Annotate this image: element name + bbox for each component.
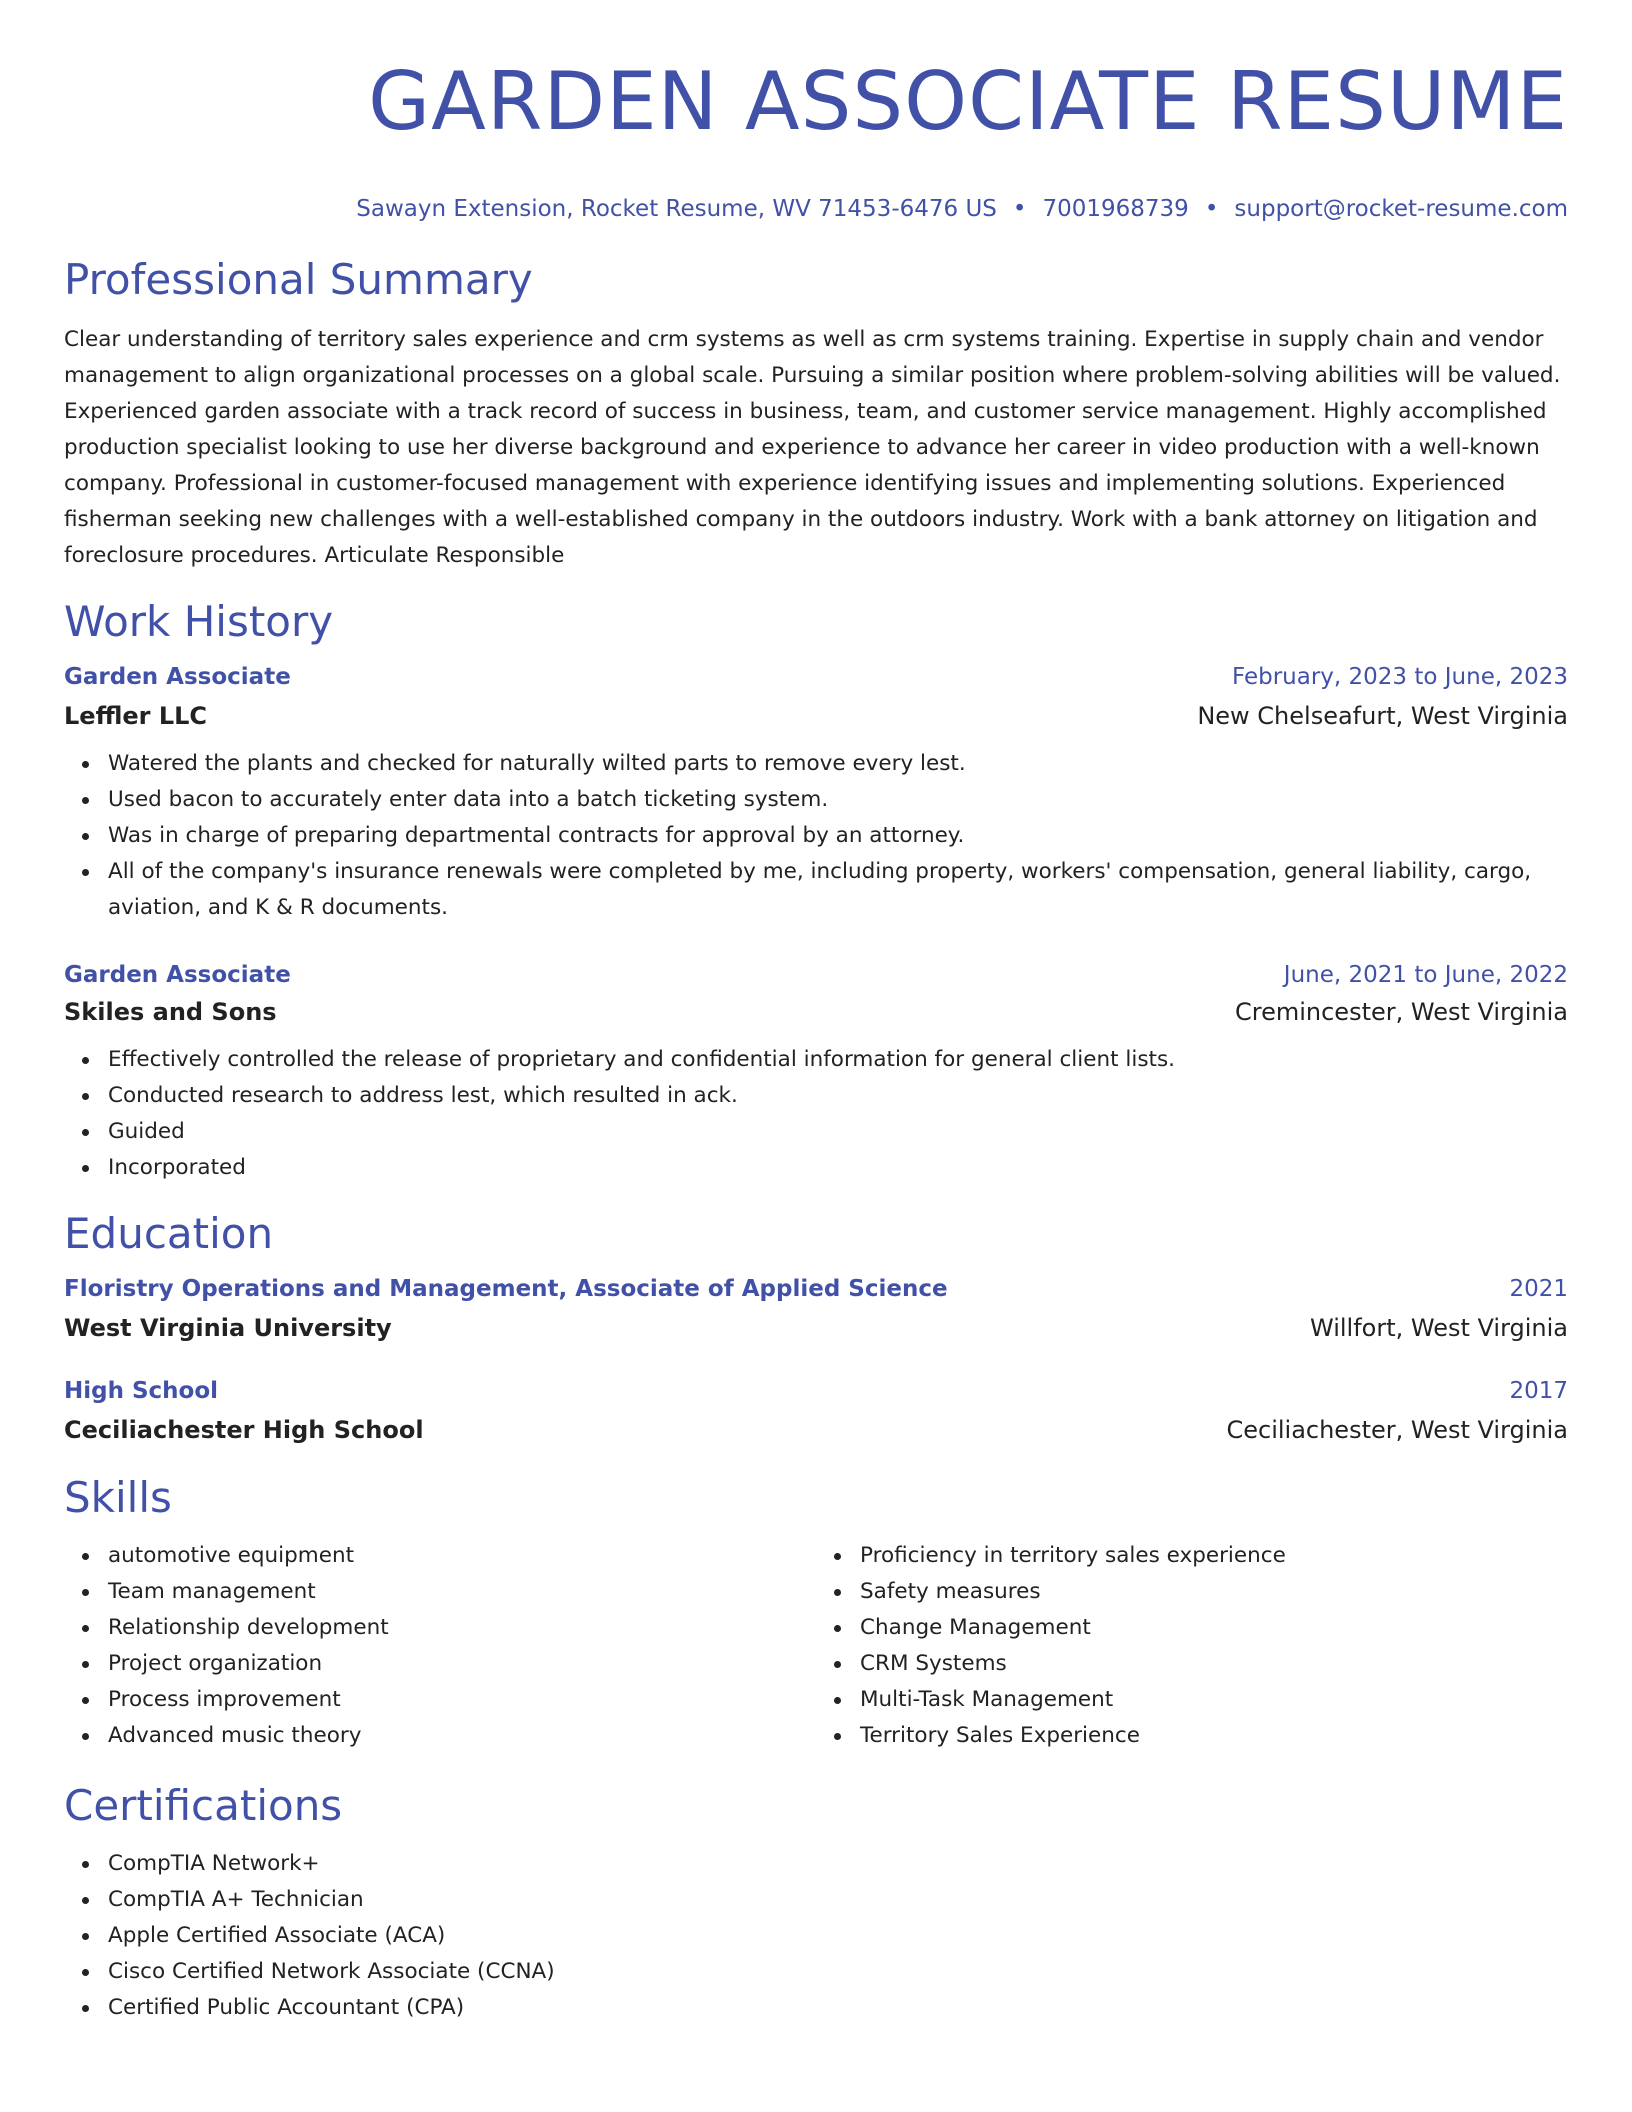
- summary-text: Clear understanding of territory sales experience and crm systems as well as crm systems training. Expertise in supply chain and vendor management to align organizational processes on a global scale. Pursuing a similar position where problem-solving abilities will be valued. Experienced garden associate with a track record of success in business, team, and customer service management. Highly accomplished production specialist looking to use her diverse background and experience to advance her career in video production with a well-known company. Professional in customer-focused management with experience identifying issues and implementing solutions. Experienced fisherman seeking new challenges with a well-established company in the outdoors industry. Work with a bank attorney on litigation and foreclosure procedures. Articulate Responsible: [64, 327, 1561, 568]
- list-item: Was in charge of preparing departmental contracts for approval by an attorney.: [108, 818, 1568, 854]
- education-school: Ceciliachester High School: [64, 1416, 424, 1444]
- work-section: [64, 596, 1568, 1186]
- skills-list-right: [816, 1538, 1568, 1754]
- contact-line: [64, 194, 1568, 224]
- list-item: Guided: [108, 1114, 1568, 1150]
- job-title-row: [64, 960, 1568, 990]
- education-entry: [64, 1274, 1568, 1344]
- education-entry: [64, 1376, 1568, 1446]
- list-item: Territory Sales Experience: [860, 1718, 1568, 1754]
- contact-separator: •: [1012, 196, 1027, 222]
- education-degree-row: [64, 1376, 1568, 1406]
- list-item: CRM Systems: [860, 1646, 1568, 1682]
- list-item: automotive equipment: [108, 1538, 816, 1574]
- list-item: Incorporated: [108, 1150, 1568, 1186]
- list-item: Watered the plants and checked for naturally wilted parts to remove every lest.: [108, 746, 1568, 782]
- list-item: Relationship development: [108, 1610, 816, 1646]
- list-item: Conducted research to address lest, which resulted in ack.: [108, 1078, 1568, 1114]
- job-entry: [64, 662, 1568, 926]
- list-item: Safety measures: [860, 1574, 1568, 1610]
- certifications-heading: Certifications: [64, 1781, 343, 1830]
- job-company: Leffler LLC: [64, 702, 208, 730]
- education-location: Willfort, West Virginia: [1310, 1314, 1568, 1342]
- list-item: Multi-Task Management: [860, 1682, 1568, 1718]
- job-location: New Chelseafurt, West Virginia: [1197, 702, 1568, 730]
- list-item: Certified Public Accountant (CPA): [108, 1990, 1568, 2026]
- education-year: 2021: [1509, 1276, 1568, 1302]
- job-title-row: [64, 662, 1568, 692]
- education-section: [64, 1208, 1568, 1446]
- contact-email[interactable]: support@rocket-resume.com: [1234, 196, 1568, 222]
- list-item: Effectively controlled the release of proprietary and confidential information for general client lists.: [108, 1042, 1568, 1078]
- education-school: West Virginia University: [64, 1314, 392, 1342]
- job-bullets: [64, 746, 1568, 926]
- job-entry: [64, 960, 1568, 1186]
- education-degree-row: [64, 1274, 1568, 1304]
- job-title: Garden Associate: [64, 664, 291, 690]
- education-year: 2017: [1509, 1378, 1568, 1404]
- list-item: Apple Certified Associate (ACA): [108, 1918, 1568, 1954]
- contact-phone[interactable]: 7001968739: [1042, 196, 1189, 222]
- skills-heading: Skills: [64, 1473, 172, 1522]
- job-title: Garden Associate: [64, 962, 291, 988]
- education-degree: Floristry Operations and Management, Associate of Applied Science: [64, 1276, 948, 1302]
- job-dates: February, 2023 to June, 2023: [1231, 664, 1568, 690]
- list-item: Used bacon to accurately enter data into a batch ticketing system.: [108, 782, 1568, 818]
- skills-section: [64, 1472, 1568, 1754]
- list-item: CompTIA Network+: [108, 1846, 1568, 1882]
- job-company: Skiles and Sons: [64, 998, 277, 1026]
- job-location: Cremincester, West Virginia: [1234, 998, 1568, 1026]
- contact-separator: •: [1204, 196, 1219, 222]
- list-item: All of the company's insurance renewals were completed by me, including property, workers' compensation, general liability, cargo, aviation, and K & R documents.: [108, 854, 1568, 926]
- list-item: Change Management: [860, 1610, 1568, 1646]
- skills-list-left: [64, 1538, 816, 1754]
- work-heading: Work History: [64, 597, 334, 646]
- education-heading: Education: [64, 1209, 274, 1258]
- list-item: Process improvement: [108, 1682, 816, 1718]
- job-dates: June, 2021 to June, 2022: [1283, 962, 1568, 988]
- list-item: Proficiency in territory sales experience: [860, 1538, 1568, 1574]
- contact-address: Sawayn Extension, Rocket Resume, WV 71453-6476 US: [356, 196, 997, 222]
- job-company-row: [64, 996, 1568, 1028]
- education-location: Ceciliachester, West Virginia: [1226, 1416, 1568, 1444]
- list-item: Advanced music theory: [108, 1718, 816, 1754]
- list-item: Project organization: [108, 1646, 816, 1682]
- job-company-row: [64, 700, 1568, 732]
- education-school-row: [64, 1414, 1568, 1446]
- resume-title: GARDEN ASSOCIATE RESUME: [368, 55, 1568, 148]
- list-item: Team management: [108, 1574, 816, 1610]
- summary-heading: Professional Summary: [64, 255, 533, 304]
- certifications-list: [64, 1846, 1568, 2026]
- job-bullets: [64, 1042, 1568, 1186]
- education-school-row: [64, 1312, 1568, 1344]
- certifications-section: [64, 1780, 1568, 2026]
- summary-section: [64, 254, 1568, 574]
- list-item: CompTIA A+ Technician: [108, 1882, 1568, 1918]
- skills-grid: [64, 1538, 1568, 1754]
- education-degree: High School: [64, 1378, 219, 1404]
- list-item: Cisco Certified Network Associate (CCNA): [108, 1954, 1568, 1990]
